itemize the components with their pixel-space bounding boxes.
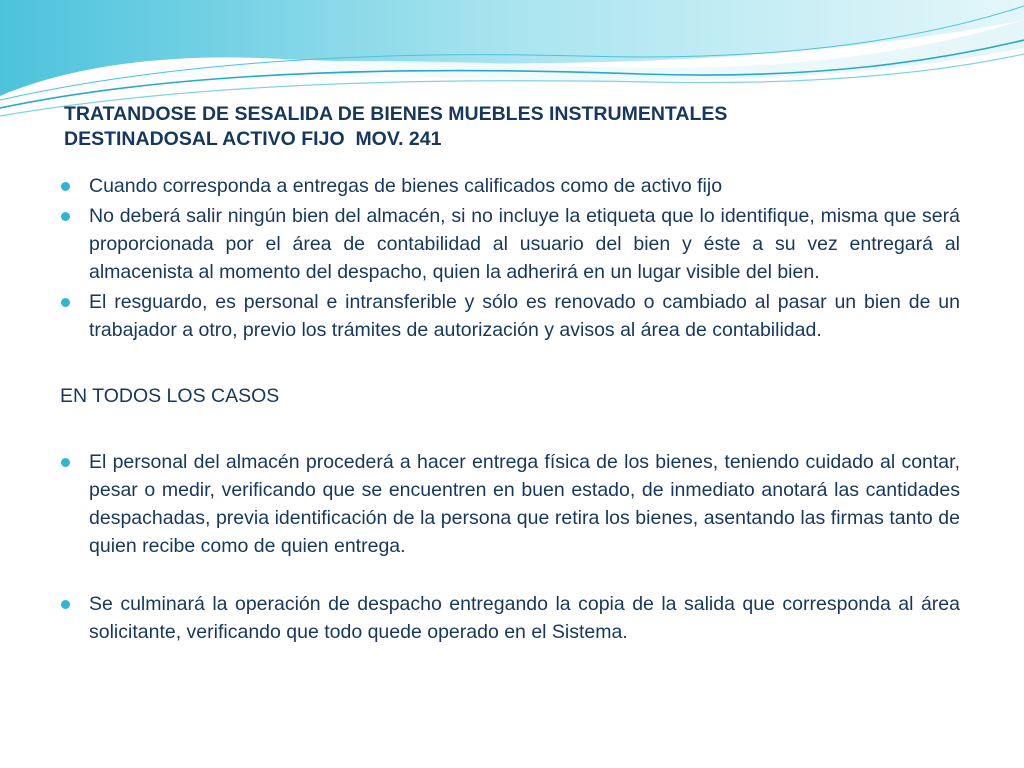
slide-title-line-2: DESTINADOSAL ACTIVO FIJO MOV. 241 (64, 128, 442, 150)
bullet-text: Se culminará la operación de despacho entregando la copia de la salida que corresponda al área solicitante, verificando que todo quede operado en el Sistema. (89, 593, 960, 643)
bullet-dot-icon (61, 298, 70, 307)
bullet-text: El resguardo, es personal e intransferible y sólo es renovado o cambiado al pasar un bien de un trabajador a otro, previo los trámites de autorización y avisos al área de contabilidad. (89, 291, 960, 341)
bullet-text: El personal del almacén procederá a hacer entrega física de los bienes, teniendo cuidado al contar, pesar o medir, verificando que se encuentren en buen estado, de inmediato anotará las cantidades despachadas, previa identificación de la persona que retira los bienes, asentando las firmas tanto de quien recibe como de quien entrega. (89, 451, 960, 557)
bullet-text: Cuando corresponda a entregas de bienes calificados como de activo fijo (89, 175, 723, 197)
slide-title-line-1: TRATANDOSE DE SESALIDA DE BIENES MUEBLES INSTRUMENTALES (64, 103, 728, 125)
bullet-item (60, 202, 960, 286)
bullet-item (60, 448, 960, 560)
bullet-item (60, 288, 960, 344)
bullet-text: No deberá salir ningún bien del almacén, si no incluye la etiqueta que lo identifique, misma que será proporcionada por el área de contabilidad al usuario del bien y éste a su vez entregará al almacenista al momento del despacho, quien la adherirá en un lugar visible del bien. (89, 205, 960, 283)
section-heading: EN TODOS LOS CASOS (60, 385, 280, 407)
bullet-item (60, 590, 960, 646)
bullet-dot-icon (61, 600, 70, 609)
bullet-dot-icon (61, 212, 70, 221)
slide-body (60, 172, 960, 648)
bullet-dot-icon (61, 182, 70, 191)
bullet-dot-icon (61, 458, 70, 467)
slide-title (64, 102, 964, 152)
bullet-item (60, 172, 960, 200)
